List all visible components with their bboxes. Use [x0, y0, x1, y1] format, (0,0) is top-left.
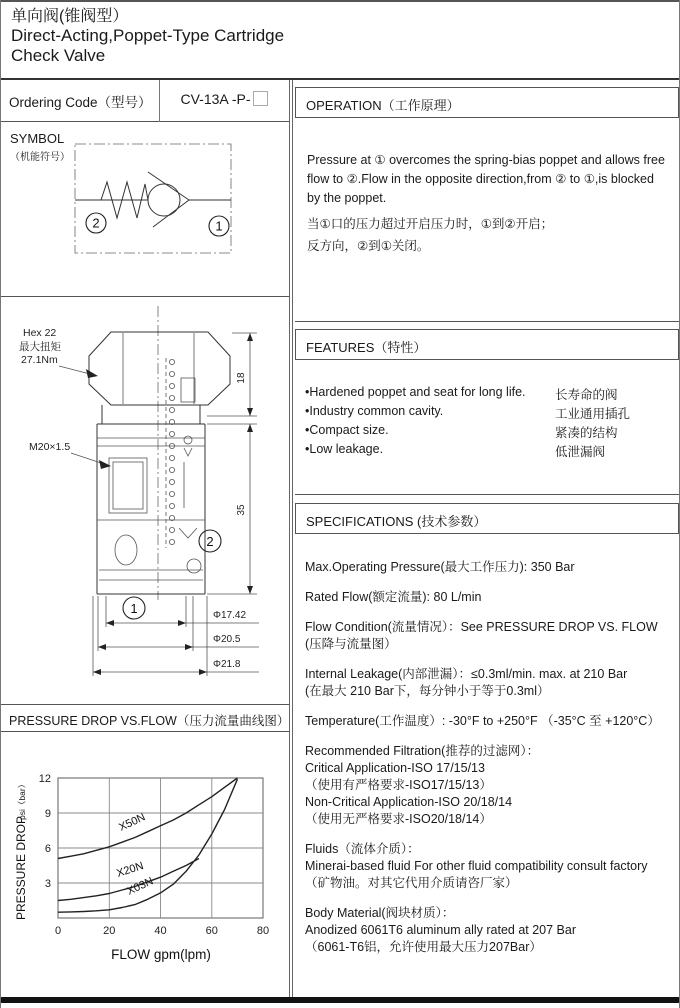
ordering-code-option-box: [253, 91, 268, 106]
dimension-35: [207, 424, 257, 594]
svg-text:1: 1: [130, 601, 138, 616]
spec-line: (在最大 210 Bar下，每分钟小于等于0.3ml）: [305, 684, 550, 698]
spec-line: Anodized 6061T6 aluminum ally rated at 207 Bar: [305, 923, 576, 937]
right-column: [293, 80, 680, 998]
pressure-drop-title: PRESSURE DROP VS.FLOW（压力流量曲线图）: [9, 714, 290, 728]
specifications-section-body: [295, 534, 679, 998]
feature-item: [305, 423, 671, 442]
curve-label-X50N: X50N: [117, 811, 148, 834]
y-tick-label: 12: [38, 773, 51, 785]
symbol-title: SYMBOL: [10, 131, 65, 146]
ordering-code-row: [1, 80, 289, 122]
feature-item: [305, 385, 671, 404]
symbol-port-2-label: [86, 213, 106, 233]
operation-text-en: Pressure at ① overcomes the spring-bias poppet and allows free flow to ②.Flow in the opposite direction,from ② to ①,is blocked by the poppet.: [307, 153, 665, 205]
spec-item: [305, 559, 673, 576]
hex-head: [89, 332, 230, 405]
features-title: FEATURES（特性）: [306, 340, 427, 355]
x-tick-label: 0: [54, 925, 62, 937]
ordering-code-label: Ordering Code（型号）: [9, 95, 152, 110]
operation-section-header: [295, 87, 679, 118]
spec-line: Flow Condition(流量情况）：See PRESSURE DROP VS. FLOW: [305, 620, 658, 634]
svg-text:Φ20.5: Φ20.5: [213, 634, 241, 645]
feature-text-en: •Low leakage.: [305, 442, 384, 456]
svg-text:18: 18: [236, 372, 247, 384]
feature-text-en: •Industry common cavity.: [305, 404, 444, 418]
operation-text-zh-1: 当①口的压力超过开启压力时，①到②开启；: [307, 217, 554, 231]
chart-curves: [58, 778, 237, 912]
svg-text:1: 1: [215, 218, 223, 234]
operation-title: OPERATION（工作原理）: [306, 98, 460, 113]
pressure-drop-flow-chart: [1, 731, 289, 997]
curve-label-X20N: X20N: [115, 859, 146, 880]
svg-text:PRESSURE DROP: PRESSURE DROP: [14, 815, 28, 920]
spec-line: Critical Application-ISO 17/15/13: [305, 761, 485, 775]
page-title-en-line2: Check Valve: [11, 45, 106, 65]
y-tick-label: 3: [44, 878, 51, 890]
spec-line: (压降与流量图）: [305, 637, 397, 651]
svg-text:27.1Nm: 27.1Nm: [21, 354, 58, 366]
valve-cross-section-drawing: [1, 298, 289, 700]
drawing-port-2-label: [199, 530, 221, 552]
title-block: [11, 8, 284, 65]
svg-text:Hex 22: Hex 22: [23, 327, 57, 339]
spec-item: [305, 666, 673, 700]
svg-text:35: 35: [236, 504, 247, 516]
symbol-port-1-label: [209, 216, 229, 236]
curve-label-X03N: X03N: [125, 875, 156, 898]
bottom-rule: [1, 997, 680, 1003]
svg-text:2: 2: [92, 215, 100, 231]
drawing-port-1-label: [123, 597, 145, 619]
hydraulic-symbol-diagram: [1, 122, 289, 297]
chart-x-axis-label: FLOW gpm(lpm): [111, 947, 211, 962]
feature-item: [305, 442, 671, 461]
spec-line: Temperature(工作温度）: -30°F to +250°F （-35°C 至 +120°C）: [305, 714, 660, 728]
symbol-section: [1, 122, 289, 297]
svg-text:Φ17.42: Φ17.42: [213, 610, 247, 621]
features-section-header: [295, 329, 679, 360]
spec-item: [305, 841, 673, 892]
chart-y-axis-label: [14, 780, 28, 920]
spec-line: Fluids（流体介质）：: [305, 842, 420, 856]
y-tick-label: 6: [44, 843, 51, 855]
pressure-drop-section-header: [1, 704, 289, 732]
ordering-code-text: CV-13A -P-: [180, 91, 251, 107]
poppet-ball-symbol: [148, 184, 180, 216]
spec-line: Minerai-based fluid For other fluid compatibility consult factory: [305, 859, 648, 873]
spec-line: Non-Critical Application-ISO 20/18/14: [305, 795, 513, 809]
x-tick-label: 40: [154, 925, 167, 937]
pressure-drop-chart: [1, 731, 289, 997]
specs-list: [305, 559, 673, 956]
feature-text-zh: 工业通用插孔: [555, 407, 631, 421]
svg-text:最大扭矩: 最大扭矩: [19, 341, 61, 353]
feature-text-en: •Hardened poppet and seat for long life.: [305, 385, 526, 399]
valve-body: [97, 358, 205, 594]
features-section-body: [295, 360, 679, 495]
valve-drawing-section: [1, 298, 289, 700]
curve-X50N: [58, 778, 237, 859]
curve-X03N: [58, 779, 237, 912]
spec-line: Internal Leakage(内部泄漏）：≤0.3ml/min. max. at 210 Bar: [305, 667, 628, 681]
svg-text:M20×1.5: M20×1.5: [29, 441, 71, 453]
thread-size-note: [29, 441, 111, 469]
x-tick-label: 80: [256, 925, 270, 937]
x-tick-label: 60: [205, 925, 218, 937]
dimension-dia-17-42: [106, 596, 259, 627]
symbol-subtitle: （机能符号）: [10, 152, 70, 163]
dimension-18: [207, 333, 257, 416]
internal-spring: [169, 359, 174, 544]
feature-text-zh: 长寿命的阀: [555, 388, 618, 402]
spec-item: [305, 589, 673, 606]
hex-torque-note: [19, 327, 98, 378]
spec-line: （使用无严格要求-ISO20/18/14）: [305, 812, 492, 826]
spec-item: [305, 743, 673, 828]
svg-text:Φ21.8: Φ21.8: [213, 659, 241, 670]
spec-line: （6061-T6铝，允许使用最大压力207Bar）: [305, 940, 542, 954]
features-list: [305, 385, 671, 461]
feature-text-en: •Compact size.: [305, 423, 389, 437]
y-tick-label: 9: [44, 808, 51, 820]
svg-text:psi（bar）: psi（bar）: [17, 779, 27, 820]
feature-text-zh: 紧凑的结构: [555, 426, 618, 440]
ordering-code-value: [159, 91, 289, 107]
spec-line: Max.Operating Pressure(最大工作压力): 350 Bar: [305, 560, 575, 574]
operation-text-zh-2: 反方向，②到①关闭。: [307, 239, 430, 253]
spec-line: Body Material(阀块材质）：: [305, 906, 455, 920]
page-title-en-line1: Direct-Acting,Poppet-Type Cartridge: [11, 26, 285, 46]
spec-item: [305, 713, 673, 730]
spec-line: Rated Flow(额定流量): 80 L/min: [305, 590, 482, 604]
page-title-zh: 单向阀(锥阀型）: [11, 8, 129, 25]
spec-line: （使用有严格要求-ISO17/15/13）: [305, 778, 492, 792]
spec-line: （矿物油。对其它代用介质请咨厂家）: [305, 876, 518, 890]
spec-line: Recommended Filtration(推荐的过滤网）：: [305, 744, 540, 758]
top-rule: [1, 0, 680, 2]
specifications-title: SPECIFICATIONS (技术参数）: [306, 514, 487, 529]
feature-item: [305, 404, 671, 423]
specifications-section-header: [295, 503, 679, 534]
spec-item: [305, 905, 673, 956]
spec-item: [305, 619, 673, 653]
operation-section-body: [295, 118, 679, 322]
svg-text:2: 2: [206, 534, 214, 549]
x-tick-label: 20: [103, 925, 116, 937]
feature-text-zh: 低泄漏阀: [555, 445, 606, 459]
